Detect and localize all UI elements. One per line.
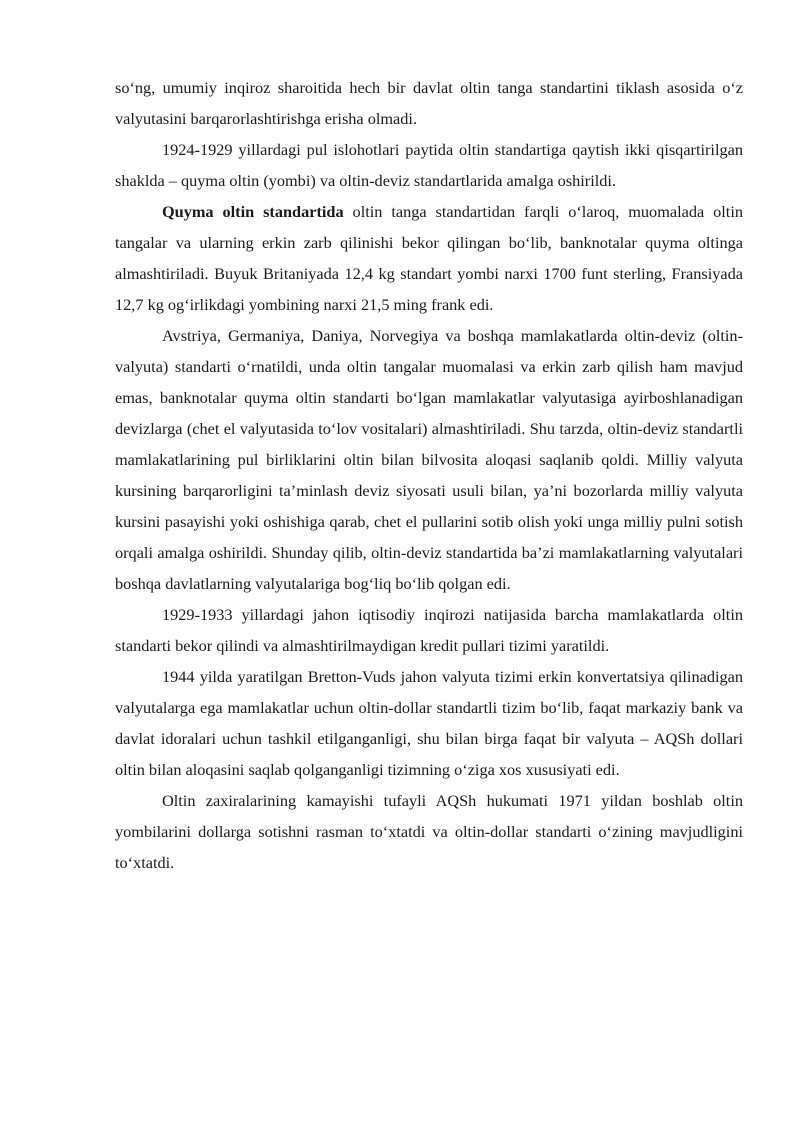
paragraph-1971-end: Oltin zaxiralarining kamayishi tufayli AQSh hukumati 1971 yildan boshlab oltin yombilarini dollarga sotishni rasman to‘xtatdi va oltin-dollar standarti o‘zining mavjudligini to‘xtatdi. xyxy=(115,791,743,872)
paragraph-bullion-standard xyxy=(115,196,743,320)
document-page xyxy=(115,72,743,878)
paragraph-continuation: so‘ng, umumiy inqiroz sharoitida hech bir davlat oltin tanga standartini tiklash asosida o‘z valyutasini barqarorlashtirishga erisha olmadi. xyxy=(115,78,743,128)
paragraph-great-depression: 1929-1933 yillardagi jahon iqtisodiy inqirozi natijasida barcha mamlakatlarda oltin standarti bekor qilindi va almashtirilmaydigan kredit pullari tizimi yaratildi. xyxy=(115,605,743,655)
paragraph-gold-exchange-standard: Avstriya, Germaniya, Daniya, Norvegiya va boshqa mamlakatlarda oltin-deviz (oltin-valyuta) standarti o‘rnatildi, unda oltin tangalar muomalasi va erkin zarb qilish ham mavjud emas, banknotalar quyma oltin standarti bo‘lgan mamlakatlar valyutasiga ayirboshlanadigan devizlarga (chet el valyutasida to‘lov vositalari) almashtiriladi. Shu tarzda, oltin-deviz standartli mamlakatlarining pul birliklarini oltin bilan bilvosita aloqasi saqlanib qoldi. Milliy valyuta kursining barqarorligini ta’minlash deviz siyosati usuli bilan, ya’ni bozorlarda milliy valyuta kursini pasayishi yoki oshishiga qarab, chet el pullarini sotib olish yoki unga milliy pulni sotish orqali amalga oshirildi. Shunday qilib, oltin-deviz standartida ba’zi mamlakatlarning valyutalari boshqa davlatlarning valyutalariga bog‘liq bo‘lib qolgan edi. xyxy=(115,326,743,593)
paragraph-bullion-standard-body: oltin tanga standartidan farqli o‘laroq, muomalada oltin tangalar va ularning erkin zarb qilinishi bekor qilingan bo‘lib, banknotalar quyma oltinga almashtiriladi. Buyuk Britaniyada 12,4 kg standart yombi narxi 1700 funt sterling, Fransiyada 12,7 kg og‘irlikdagi yombining narxi 21,5 ming frank edi. xyxy=(115,202,743,314)
paragraph-monetary-reforms: 1924-1929 yillardagi pul islohotlari paytida oltin standartiga qaytish ikki qisqartirilgan shaklda – quyma oltin (yombi) va oltin-deviz standartlarida amalga oshirildi. xyxy=(115,140,743,190)
term-bullion-standard: Quyma oltin standartida xyxy=(162,202,344,221)
paragraph-bretton-woods: 1944 yilda yaratilgan Bretton-Vuds jahon valyuta tizimi erkin konvertatsiya qilinadigan valyutalarga ega mamlakatlar uchun oltin-dollar standartli tizim bo‘lib, faqat markaziy bank va davlat idoralari uchun tashkil etilganganligi, shu bilan birga faqat bir valyuta – AQSh dollari oltin bilan aloqasini saqlab qolganganligi tizimning o‘ziga xos xususiyati edi. xyxy=(115,667,743,779)
